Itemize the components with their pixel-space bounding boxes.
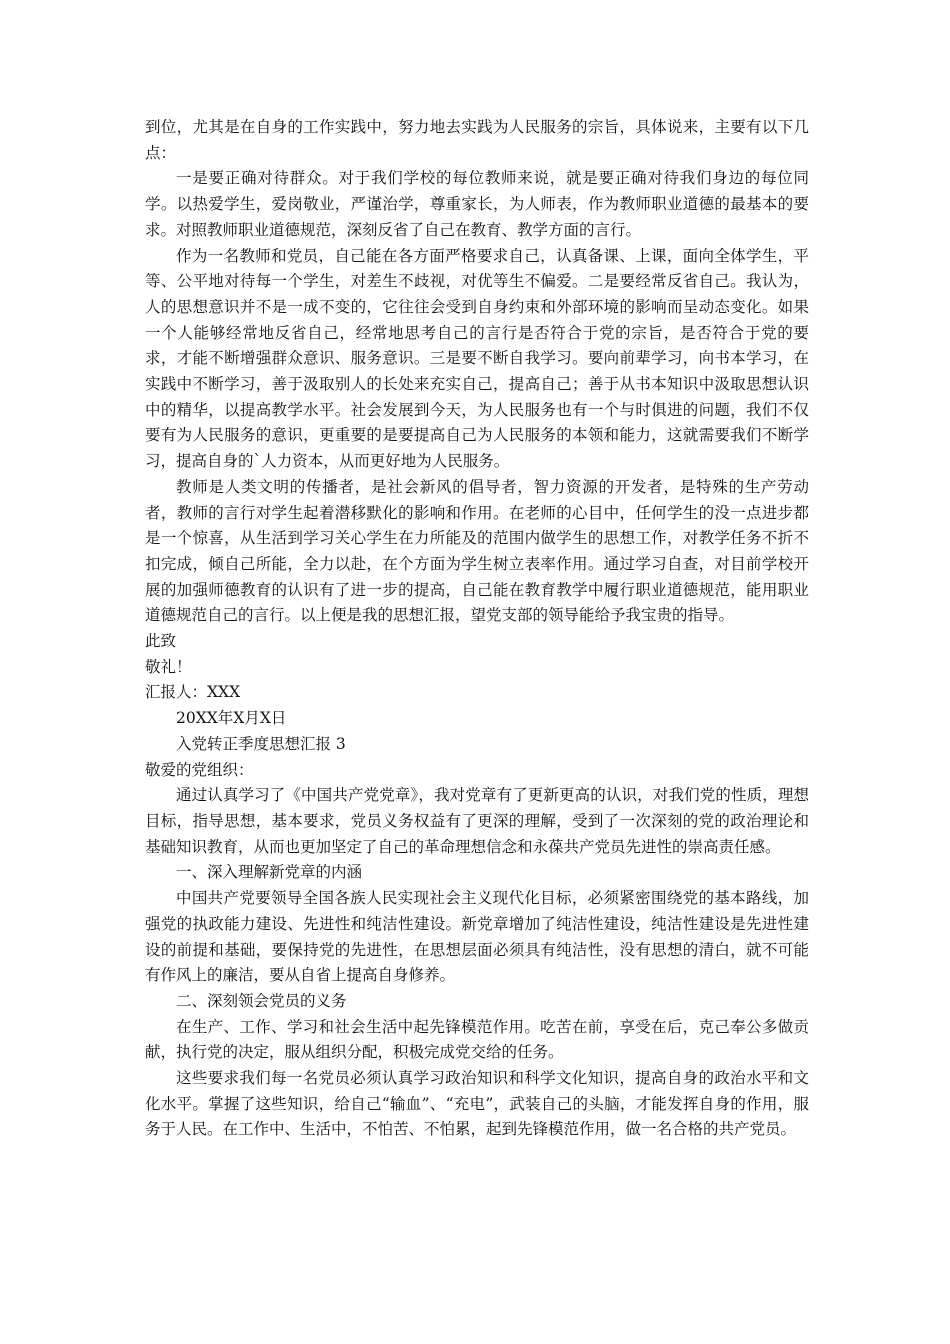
paragraph-teacher-member: 作为一名教师和党员，自己能在各方面严格要求自己，认真备课、上课，面向全体学生，平等、公平地对待每一个学生，对差生不歧视，对优等生不偏爱。二是要经常反省自己。我认为，人的思想意识并不是一成不变的，它往往会受到自身约束和外部环境的影响而呈动态变化。如果一个人能够经常地反省自己，经常地思考自己的言行是否符合于党的宗旨，是否符合于党的要求，才能不断增强群众意识、服务意识。三是要不断自我学习。要向前辈学习，向书本学习，在实践中不断学习，善于汲取别人的长处来充实自己，提高自己；善于从书本知识中汲取思想认识中的精华，以提高教学水平。社会发展到今天，为人民服务也有一个与时俱进的问题，我们不仅要有为人民服务的意识，更重要的是要提高自己为人民服务的本领和能力，这就需要我们不断学习，提高自身的`人力资本，从而更好地为人民服务。	[145, 246, 809, 471]
paragraph-study-requirements: 这些要求我们每一名党员必须认真学习政治知识和科学文化知识，提高自身的政治水平和文化水平。掌握了这些知识，给自己“输血”、“充电”，武装自己的头脑，才能发挥自身的作用，服务于人民。在工作中、生活中，不怕苦、不怕累，起到先锋模范作用，做一名合格的共产党员。	[145, 1069, 809, 1139]
report-title: 入党转正季度思想汇报 3	[176, 734, 346, 753]
closing-regards: 敬礼！	[145, 657, 192, 676]
heading-understand-constitution: 一、深入理解新党章的内涵	[176, 863, 363, 882]
paragraph-intro: 到位，尤其是在自身的工作实践中，努力地去实践为人民服务的宗旨，具体说来，主要有以下几点：	[145, 118, 809, 162]
heading-member-duties: 二、深刻领会党员的义务	[176, 991, 347, 1010]
paragraph-party-constitution: 通过认真学习了《中国共产党党章》，我对党章有了更新更高的认识，对我们党的性质，理想目标，指导思想，基本要求，党员义务权益有了更深的理解，受到了一次深刻的党的政治理论和基础知识教育，从而也更加坚定了自己的革命理想信念和永葆共产党员先进性的崇高责任感。	[145, 786, 809, 856]
paragraph-party-leadership: 中国共产党要领导全国各族人民实现社会主义现代化目标，必须紧密围绕党的基本路线，加强党的执政能力建设、先进性和纯洁性建设。新党章增加了纯洁性建设，纯洁性建设是先进性建设的前提和基础，要保持党的先进性，在思想层面必须具有纯洁性，没有思想的清白，就不可能有作风上的廉洁，要从自省上提高自身修养。	[145, 889, 809, 985]
document-page	[145, 115, 809, 1143]
date-line: 20XX年X月X日	[176, 709, 287, 728]
paragraph-vanguard-role: 在生产、工作、学习和社会生活中起先锋模范作用。吃苦在前，享受在后，克己奉公多做贡献，执行党的决定，服从组织分配，积极完成党交给的任务。	[145, 1017, 809, 1062]
salutation: 敬爱的党组织：	[145, 760, 254, 779]
reporter-line: 汇报人：XXX	[145, 683, 241, 702]
closing-salutation: 此致	[145, 632, 177, 651]
paragraph-treat-masses: 一是要正确对待群众。对于我们学校的每位教师来说，就是要正确对待我们身边的每位同学。以热爱学生，爱岗敬业，严谨治学，尊重家长，为人师表，作为教师职业道德的最基本的要求。对照教师职业道德规范，深刻反省了自己在教育、教学方面的言行。	[145, 169, 809, 239]
paragraph-teacher-role: 教师是人类文明的传播者，是社会新风的倡导者，智力资源的开发者，是特殊的生产劳动者，教师的言行对学生起着潜移默化的影响和作用。在老师的心目中，任何学生的没一点进步都是一个惊喜，从生活到学习关心学生在力所能及的范围内做学生的思想工作，对教学任务不折不扣完成，倾自己所能，全力以赴，在个方面为学生树立表率作用。通过学习自查，对目前学校开展的加强师德教育的认识有了进一步的提高，自己能在教育教学中履行职业道德规范，能用职业道德规范自己的言行。以上便是我的思想汇报，望党支部的领导能给予我宝贵的指导。	[145, 477, 809, 625]
